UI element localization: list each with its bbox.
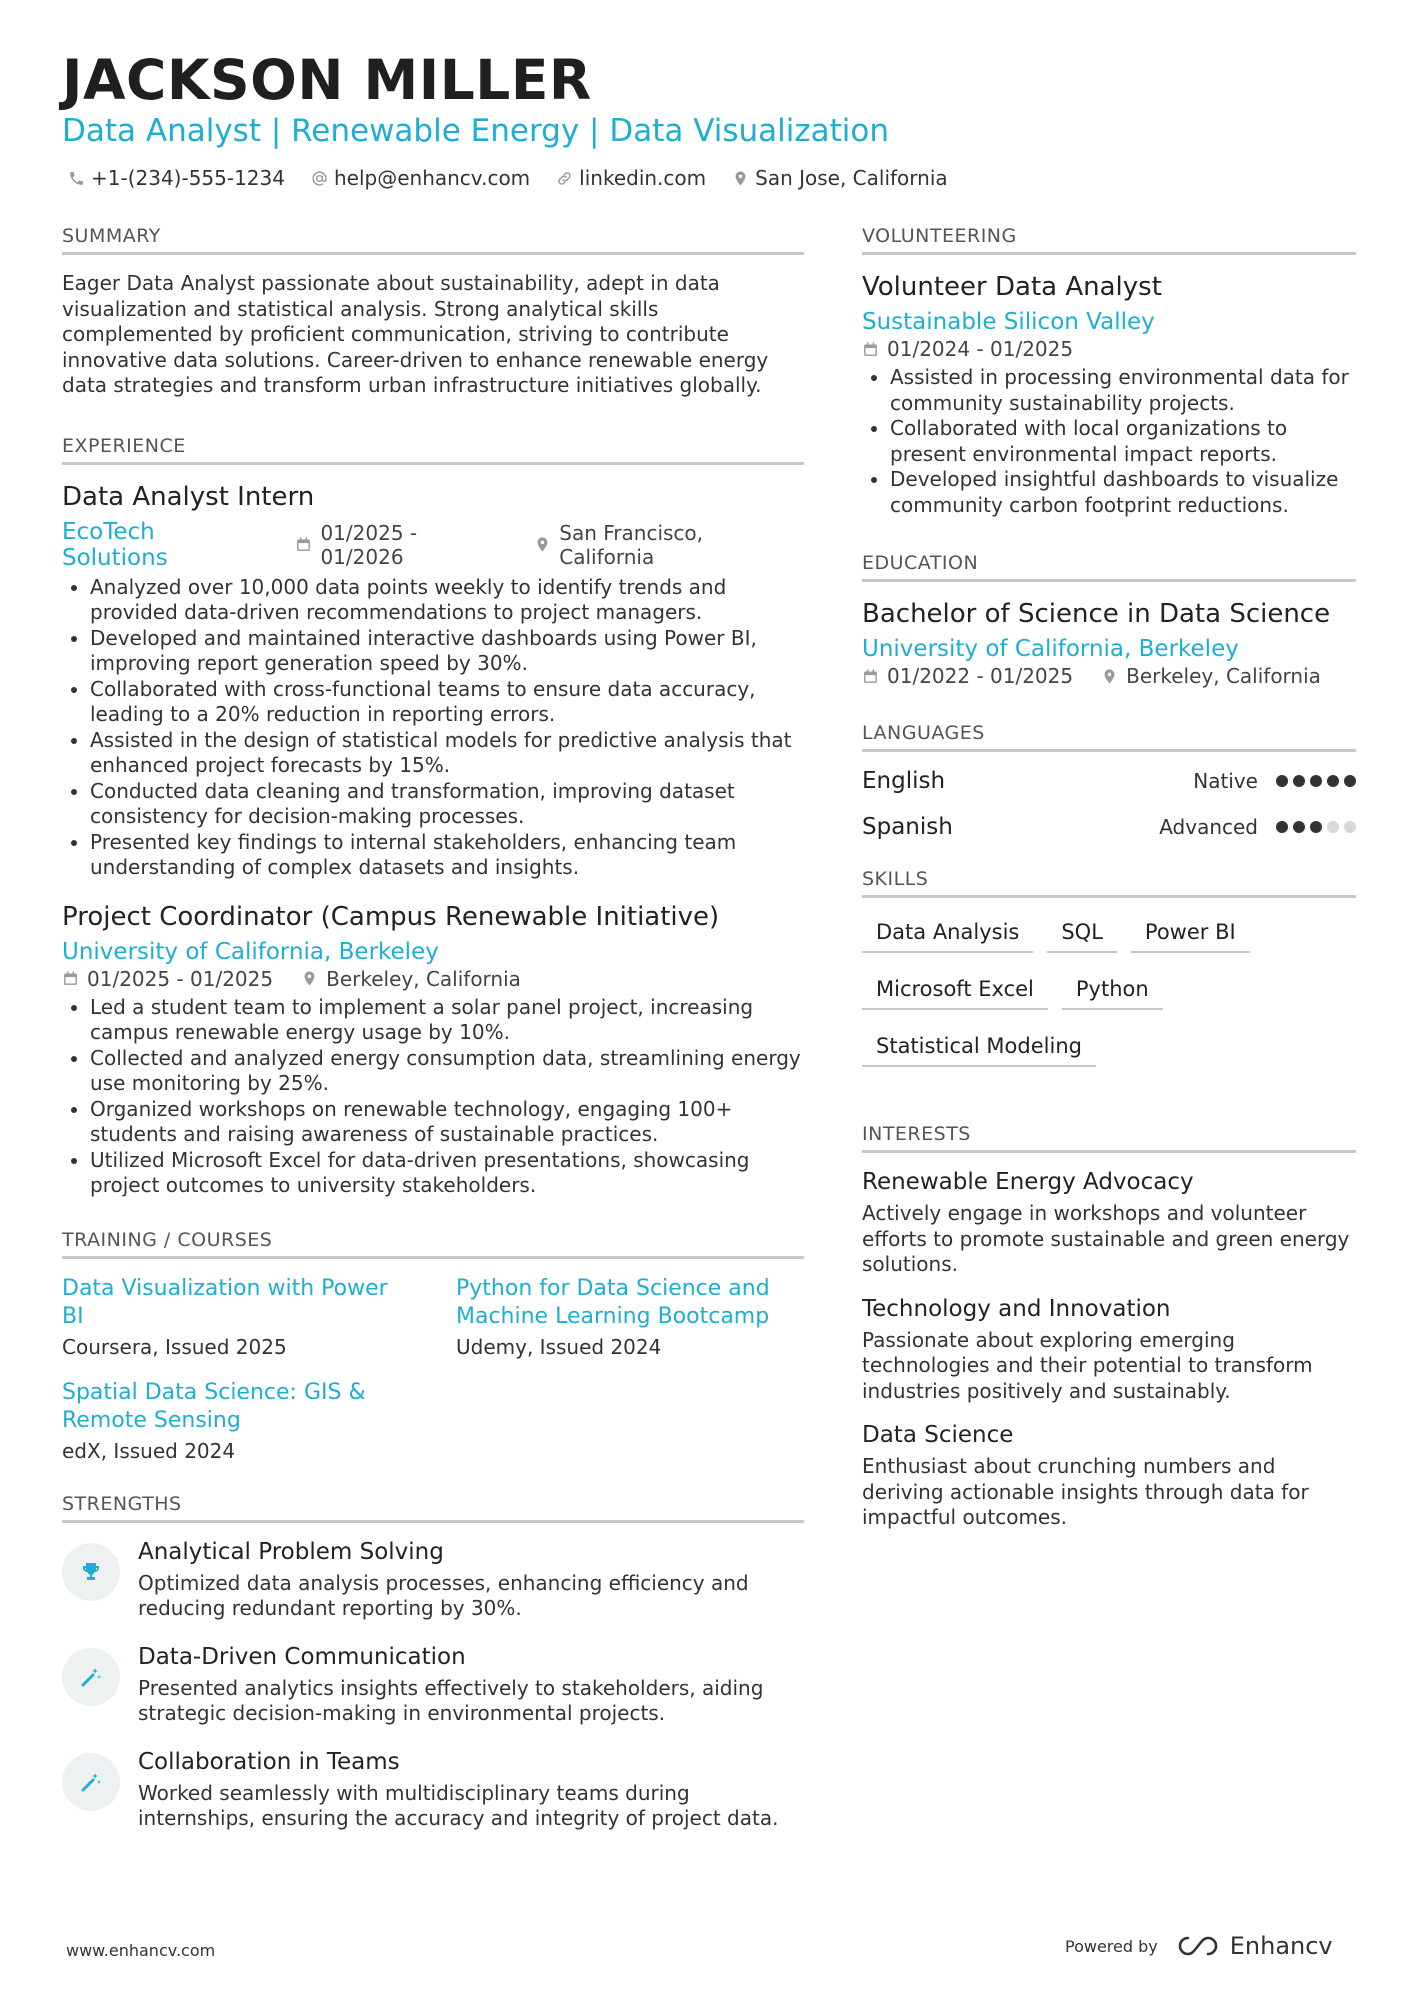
volunteer-bullets: [862, 365, 1356, 518]
interest-title: Data Science: [862, 1422, 1014, 1448]
rating-dot-filled: [1276, 775, 1288, 787]
languages-section: [862, 722, 1356, 840]
strength-item: [62, 1749, 804, 1832]
volunteer-org: Sustainable Silicon Valley: [862, 309, 1155, 335]
course-provider: Coursera, Issued 2025: [62, 1334, 287, 1359]
strengths-section: [62, 1493, 804, 1832]
rating-dots: [1276, 821, 1356, 833]
course-title: Spatial Data Science: GIS & Remote Sensing: [62, 1379, 366, 1433]
job-meta: [62, 519, 804, 571]
section-title: STRENGTHS: [62, 1493, 804, 1523]
interest-item: [862, 1296, 1356, 1405]
course-item: [62, 1275, 410, 1359]
brand-name: Enhancv: [1229, 1932, 1333, 1960]
list-item: • Assisted in processing environmental data for community sustainability projects.: [890, 365, 1356, 416]
skills-section: [862, 868, 1356, 1067]
interest-item: [862, 1422, 1356, 1531]
location-text: San Francisco, California: [559, 520, 704, 569]
rating-dot-filled: [1327, 775, 1339, 787]
dates-text: 01/2025 - 01/2025: [87, 966, 274, 991]
experience-entry: [62, 901, 804, 1199]
strength-content: [138, 1644, 804, 1727]
language-level: Advanced: [1159, 815, 1258, 839]
strength-text: Presented analytics insights effectively to stakeholders, aiding strategic decision-making in environmental projects.: [138, 1675, 764, 1725]
volunteer-role: Volunteer Data Analyst: [862, 272, 1162, 302]
strength-text: Optimized data analysis processes, enhancing efficiency and reducing redundant reporting by 30%.: [138, 1570, 749, 1620]
strength-title: Analytical Problem Solving: [138, 1538, 444, 1565]
skill-tag: Data Analysis: [862, 914, 1033, 953]
strength-text: Worked seamlessly with multidisciplinary teams during internships, ensuring the accuracy and integrity of project data.: [138, 1780, 779, 1830]
contact-linkedin[interactable]: [556, 166, 706, 190]
rating-dot-filled: [1344, 775, 1356, 787]
section-title: EXPERIENCE: [62, 435, 804, 465]
list-item: • Developed insightful dashboards to visualize community carbon footprint reductions.: [890, 467, 1356, 518]
list-item: • Collaborated with local organizations to present environmental impact reports.: [890, 416, 1356, 467]
location-text: San Jose, California: [755, 166, 948, 190]
course-title: Python for Data Science and Machine Learning Bootcamp: [456, 1275, 770, 1329]
training-section: [62, 1229, 804, 1463]
interest-text: Enthusiast about crunching numbers and deriving actionable insights through data for impactful outcomes.: [862, 1454, 1309, 1529]
section-title: LANGUAGES: [862, 722, 1356, 752]
interest-text: Actively engage in workshops and volunteer efforts to promote sustainable and green energy solutions.: [862, 1201, 1350, 1276]
location-pin-icon: [534, 536, 551, 553]
school-name: University of California, Berkeley: [862, 636, 1239, 662]
powered-by-text: Powered by: [1065, 1936, 1158, 1956]
location-pin-icon: [301, 970, 318, 987]
section-title: SUMMARY: [62, 225, 804, 255]
course-list: [62, 1275, 804, 1463]
job-location: [301, 967, 521, 991]
location-text: Berkeley, California: [1126, 664, 1321, 688]
location-pin-icon: [1101, 668, 1118, 685]
right-column: [862, 225, 1356, 1567]
rating-dot-filled: [1293, 821, 1305, 833]
language-proficiency: [1159, 815, 1356, 839]
course-provider: edX, Issued 2024: [62, 1438, 236, 1463]
experience-section: [62, 435, 804, 1199]
degree: Bachelor of Science in Data Science: [862, 599, 1331, 629]
skill-tag: SQL: [1047, 914, 1117, 953]
strength-item: [62, 1539, 804, 1622]
job-location: [534, 521, 804, 569]
list-item: • Analyzed over 10,000 data points weekly to identify trends and provided data-driven recommendations to project managers.: [90, 575, 804, 626]
list-item: • Organized workshops on renewable technology, engaging 100+ students and raising awareness of sustainable practices.: [90, 1097, 804, 1148]
section-title: EDUCATION: [862, 552, 1356, 582]
job-title: Project Coordinator (Campus Renewable Initiative): [62, 901, 720, 932]
experience-entry: [62, 481, 804, 881]
volunteer-meta: [862, 337, 1356, 361]
list-item: • Utilized Microsoft Excel for data-driven presentations, showcasing project outcomes to university stakeholders.: [90, 1148, 804, 1199]
job-meta: [62, 967, 804, 991]
education-section: [862, 552, 1356, 688]
magic-wand-icon: [62, 1753, 120, 1811]
interest-title: Renewable Energy Advocacy: [862, 1169, 1194, 1195]
dates-text: 01/2022 - 01/2025: [887, 664, 1074, 688]
skill-tag: Microsoft Excel: [862, 971, 1048, 1010]
magic-wand-icon: [62, 1648, 120, 1706]
section-title: VOLUNTEERING: [862, 225, 1356, 255]
strength-item: [62, 1644, 804, 1727]
email-text: help@enhancv.com: [333, 166, 531, 190]
rating-dot-filled: [1310, 775, 1322, 787]
skill-tag: Statistical Modeling: [862, 1028, 1096, 1067]
list-item: • Collected and analyzed energy consumption data, streamlining energy use monitoring by 25%.: [90, 1046, 804, 1097]
footer-url[interactable]: www.enhancv.com: [66, 1941, 216, 1960]
headline: Data Analyst | Renewable Energy | Data Visualization: [62, 113, 890, 149]
contact-phone[interactable]: [68, 166, 285, 190]
volunteer-dates: [862, 337, 1073, 361]
course-title: Data Visualization with Power BI: [62, 1275, 388, 1329]
education-location: [1101, 664, 1321, 688]
skill-list: [862, 914, 1356, 1067]
strength-title: Collaboration in Teams: [138, 1748, 400, 1775]
volunteering-section: [862, 225, 1356, 518]
candidate-name: JACKSON MILLER: [62, 48, 592, 112]
enhancv-logo[interactable]: [1174, 1932, 1333, 1960]
course-item: [62, 1379, 410, 1463]
location-text: Berkeley, California: [326, 966, 521, 991]
rating-dot-filled: [1293, 775, 1305, 787]
calendar-icon: [62, 970, 79, 987]
footer-brand: [1065, 1932, 1333, 1960]
contact-location: [732, 166, 948, 190]
company-name: University of California, Berkeley: [62, 938, 439, 965]
interest-item: [862, 1169, 1356, 1278]
language-item: [862, 814, 1356, 840]
language-item: [862, 768, 1356, 794]
interests-section: [862, 1123, 1356, 1531]
summary-section: [62, 225, 804, 399]
job-bullets: [62, 995, 804, 1199]
company-name: EcoTech Solutions: [62, 518, 168, 571]
job-bullets: [62, 575, 804, 881]
list-item: • Conducted data cleaning and transformation, improving dataset consistency for decision-making processes.: [90, 779, 804, 830]
rating-dot-empty: [1344, 821, 1356, 833]
dates-text: 01/2025 - 01/2026: [320, 520, 418, 569]
section-title: SKILLS: [862, 868, 1356, 898]
education-dates: [862, 664, 1073, 688]
left-column: [62, 225, 804, 1868]
job-dates: [295, 521, 506, 569]
language-level: Native: [1193, 769, 1258, 793]
strength-content: [138, 1539, 804, 1622]
education-meta: [862, 664, 1356, 688]
section-title: TRAINING / COURSES: [62, 1229, 804, 1259]
strength-title: Data-Driven Communication: [138, 1643, 466, 1670]
rating-dot-empty: [1327, 821, 1339, 833]
skill-tag: Power BI: [1131, 914, 1250, 953]
rating-dot-filled: [1276, 821, 1288, 833]
rating-dot-filled: [1310, 821, 1322, 833]
job-title: Data Analyst Intern: [62, 481, 315, 512]
calendar-icon: [295, 536, 312, 553]
course-provider: Udemy, Issued 2024: [456, 1334, 662, 1359]
phone-text: +1-(234)-555-1234: [91, 166, 285, 190]
language-name: Spanish: [862, 814, 953, 840]
list-item: • Assisted in the design of statistical models for predictive analysis that enhanced project forecasts by 15%.: [90, 728, 804, 779]
section-title: INTERESTS: [862, 1123, 1356, 1153]
rating-dots: [1276, 775, 1356, 787]
linkedin-text: linkedin.com: [579, 166, 707, 190]
dates-text: 01/2024 - 01/2025: [887, 337, 1074, 361]
job-dates: [62, 967, 273, 991]
skill-tag: Python: [1062, 971, 1163, 1010]
location-pin-icon: [732, 170, 749, 187]
list-item: • Collaborated with cross-functional teams to ensure data accuracy, leading to a 20% reduction in reporting errors.: [90, 677, 804, 728]
language-proficiency: [1193, 769, 1356, 793]
enhancv-logo-icon: [1174, 1932, 1222, 1960]
strength-content: [138, 1749, 804, 1832]
trophy-icon: [62, 1543, 120, 1601]
list-item: • Led a student team to implement a solar panel project, increasing campus renewable energy usage by 10%.: [90, 995, 804, 1046]
contact-email[interactable]: [311, 166, 530, 190]
list-item: • Developed and maintained interactive dashboards using Power BI, improving report generation speed by 30%.: [90, 626, 804, 677]
contact-bar: [68, 166, 948, 190]
language-name: English: [862, 768, 946, 794]
interest-text: Passionate about exploring emerging technologies and their potential to transform industries positively and sustainably.: [862, 1327, 1313, 1403]
summary-text: Eager Data Analyst passionate about sustainability, adept in data visualization and statistical analysis. Strong analytical skills complemented by proficient communication, striving to contribute innovative data solutions. Career-driven to enhance renewable energy data strategies and transform urban infrastructure initiatives globally.: [62, 271, 769, 397]
course-item: [456, 1275, 804, 1359]
phone-icon: [68, 170, 85, 187]
link-icon: [556, 170, 573, 187]
calendar-icon: [862, 341, 879, 358]
interest-title: Technology and Innovation: [862, 1295, 1171, 1322]
list-item: • Presented key findings to internal stakeholders, enhancing team understanding of complex datasets and insights.: [90, 830, 804, 881]
calendar-icon: [862, 668, 879, 685]
at-icon: [311, 170, 328, 187]
